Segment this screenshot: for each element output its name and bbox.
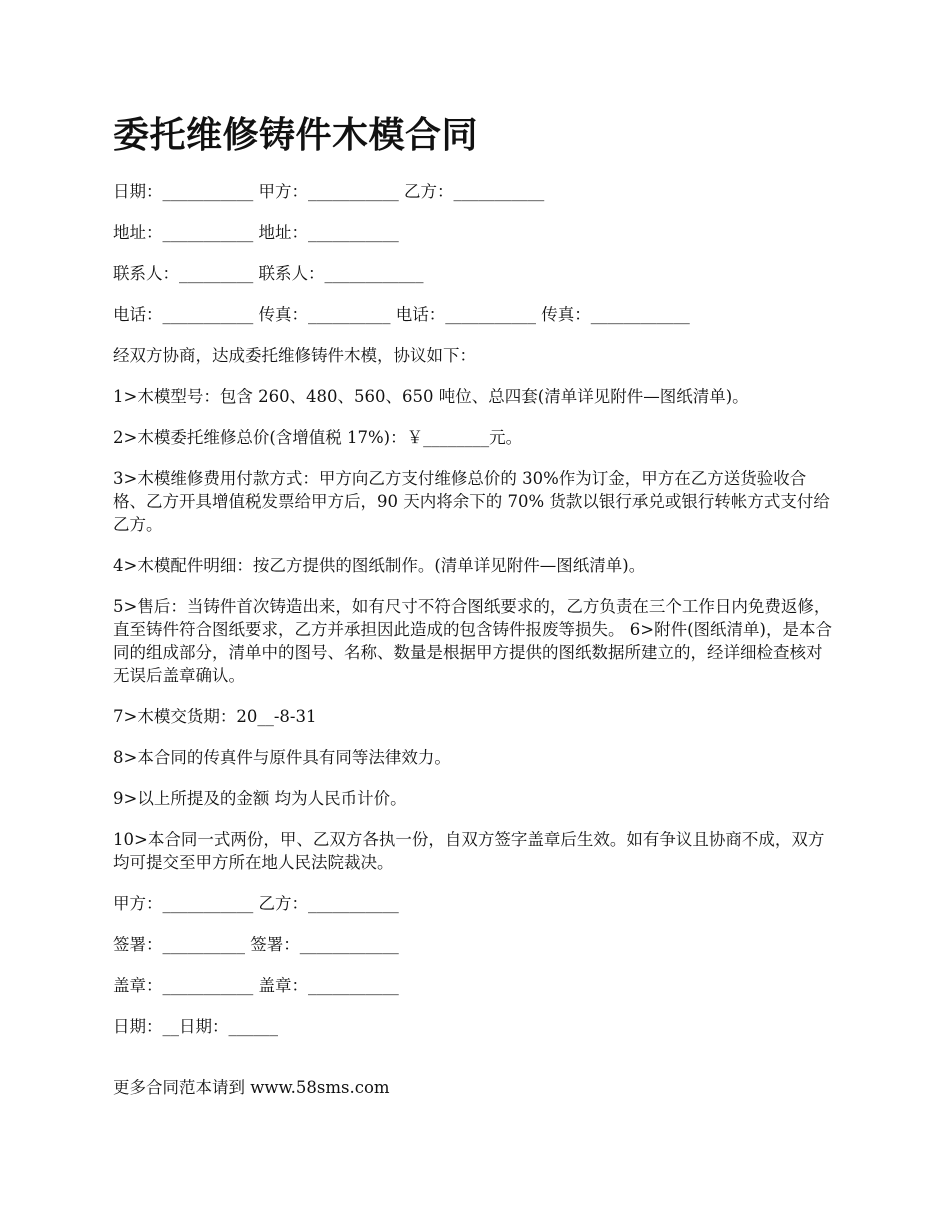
- clause-10: 10>本合同一式两份，甲、乙双方各执一份，自双方签字盖章后生效。如有争议且协商不成，双方均可提交至甲方所在地人民法院裁决。: [113, 830, 825, 872]
- date-party-line: 日期：___________ 甲方：___________ 乙方：___________: [113, 182, 545, 201]
- document-title: 委托维修铸件木模合同: [113, 115, 479, 156]
- clause-4: 4>木模配件明细：按乙方提供的图纸制作。(清单详见附件—图纸清单)。: [113, 556, 646, 575]
- contact-person-line: 联系人：_________ 联系人：____________: [113, 264, 424, 283]
- clause-1: 1>木模型号：包含 260、480、560、650 吨位、总四套(清单详见附件—图纸清单)。: [113, 387, 749, 406]
- clause-2: 2>木模委托维修总价(含增值税 17%)：￥________元。: [113, 428, 523, 447]
- party-signature-line: 甲方：___________ 乙方：___________: [113, 894, 399, 913]
- clause-7: 7>木模交货期：20__-8-31: [113, 707, 317, 726]
- agreement-intro: 经双方协商，达成委托维修铸件木模，协议如下：: [113, 346, 476, 365]
- clause-3: 3>木模维修费用付款方式：甲方向乙方支付维修总价的 30%作为订金，甲方在乙方送货验收合格、乙方开具增值税发票给甲方后，90 天内将余下的 70% 货款以银行承兑或银行转帐方式支付给乙方。: [113, 469, 830, 534]
- signing-date-line: 日期：__日期：______: [113, 1017, 278, 1036]
- contract-document: [113, 110, 833, 1117]
- clause-5-6: 5>售后：当铸件首次铸造出来，如有尺寸不符合图纸要求的，乙方负责在三个工作日内免费返修，直至铸件符合图纸要求，乙方并承担因此造成的包含铸件报废等损失。 6>附件(图纸清单)，是本合同的组成部分，清单中的图号、名称、数量是根据甲方提供的图纸数据所建立的，经详细检查核对无误后盖章确认。: [113, 597, 832, 685]
- phone-fax-line: 电话：___________ 传真：__________ 电话：___________ 传真：____________: [113, 305, 690, 324]
- address-line: 地址：___________ 地址：___________: [113, 223, 399, 242]
- clause-8: 8>本合同的传真件与原件具有同等法律效力。: [113, 748, 451, 767]
- footer-note: 更多合同范本请到 www.58sms.com: [113, 1078, 390, 1097]
- signed-by-line: 签署：__________ 签署：____________: [113, 935, 399, 954]
- clause-9: 9>以上所提及的金额 均为人民币计价。: [113, 789, 407, 808]
- seal-line: 盖章：___________ 盖章：___________: [113, 976, 399, 995]
